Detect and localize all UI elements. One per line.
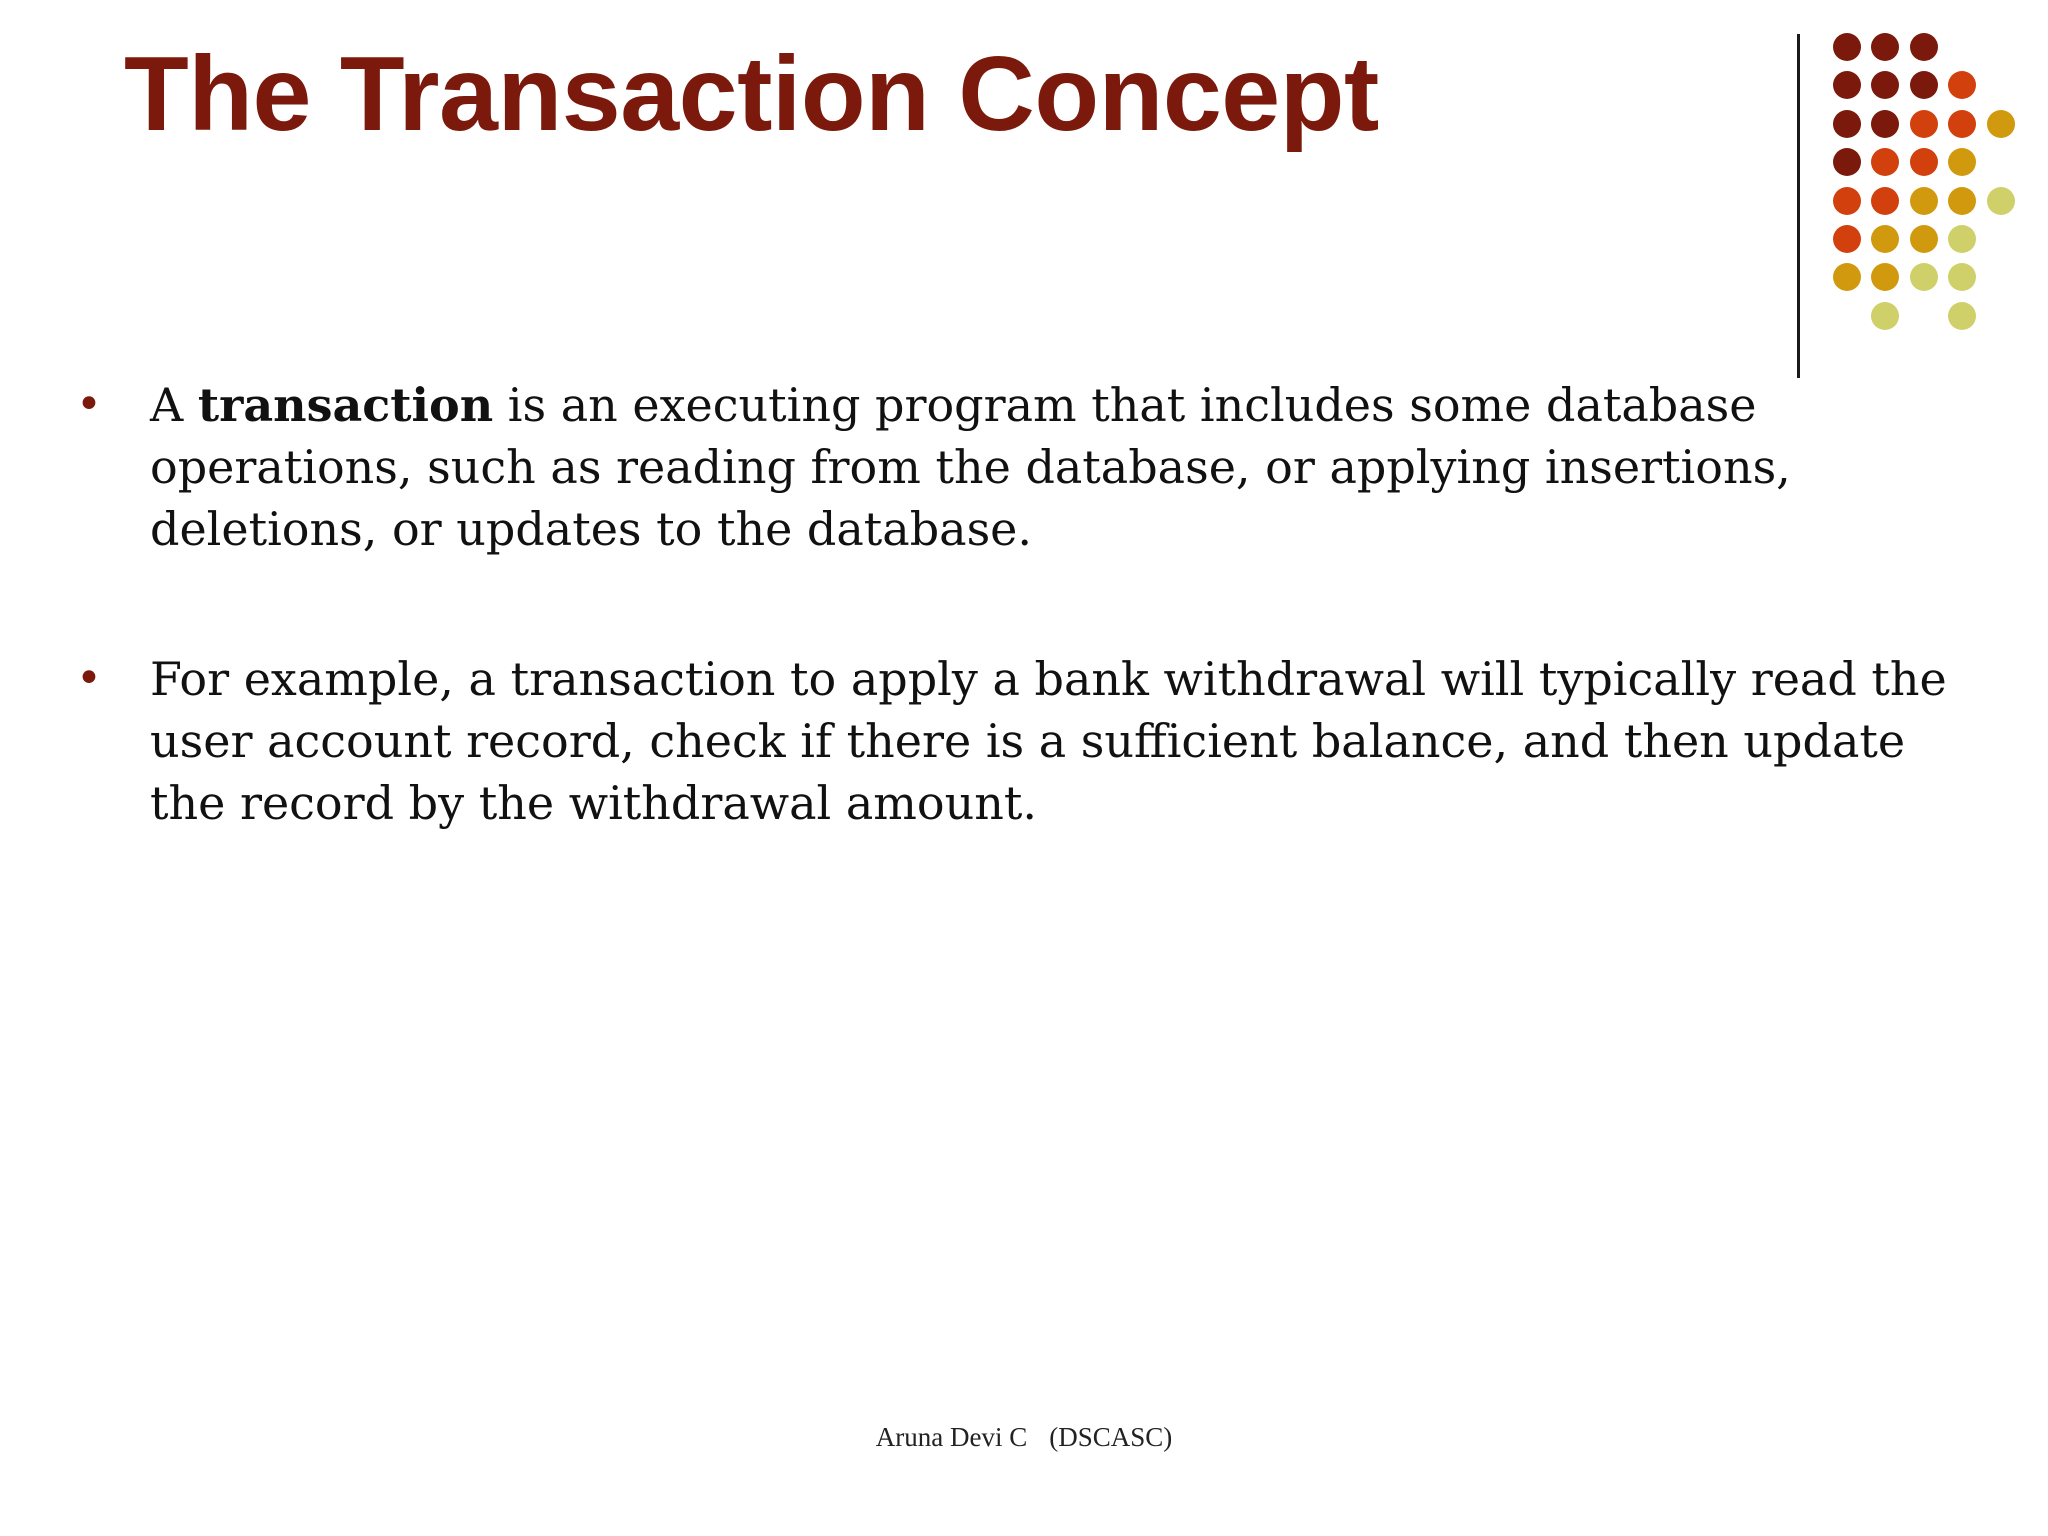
decorative-dot — [1948, 71, 1976, 99]
title-divider-line — [1797, 34, 1800, 378]
decorative-dot — [1833, 187, 1861, 215]
decorative-dot — [1948, 225, 1976, 253]
bullet-item-transaction-definition — [76, 374, 1980, 560]
decorative-dot — [1833, 225, 1861, 253]
decorative-dot — [1910, 187, 1938, 215]
decorative-dot — [1871, 187, 1899, 215]
decorative-dot — [1871, 263, 1899, 291]
decorative-dot — [1871, 302, 1899, 330]
decorative-dot — [1910, 71, 1938, 99]
decorative-dot — [1910, 110, 1938, 138]
decorative-dot — [1910, 148, 1938, 176]
bullet-item-withdrawal-example — [76, 648, 1980, 834]
decorative-dot — [1948, 302, 1976, 330]
footer-institution: (DSCASC) — [1049, 1422, 1173, 1452]
bullet-1-rest: is an executing program that includes some database operations, such as reading from the database, or applying insertions, deletions, or updates to the database. — [150, 378, 1791, 556]
decorative-dot — [1948, 263, 1976, 291]
decorative-dot — [1871, 33, 1899, 61]
bullet-1-bold-term: transaction — [197, 378, 494, 432]
bullet-1-prefix: A — [150, 378, 198, 432]
decorative-dot — [1833, 148, 1861, 176]
bullet-icon: • — [76, 653, 102, 704]
bullet-icon: • — [76, 379, 102, 430]
decorative-dot — [1871, 71, 1899, 99]
decorative-dot — [1948, 148, 1976, 176]
decorative-dot — [1948, 110, 1976, 138]
bullet-2-text: For example, a transaction to apply a bank withdrawal will typically read the user account record, check if there is a sufficient balance, and then update the record by the withdrawal amount. — [150, 652, 1947, 830]
decorative-dot — [1871, 225, 1899, 253]
decorative-dot — [1987, 187, 2015, 215]
slide-footer — [0, 1422, 2048, 1453]
decorative-dot — [1871, 110, 1899, 138]
decorative-dot — [1910, 225, 1938, 253]
decorative-dot — [1910, 33, 1938, 61]
decorative-dot — [1871, 148, 1899, 176]
footer-author: Aruna Devi C — [875, 1422, 1028, 1452]
decorative-dot — [1948, 187, 1976, 215]
slide-title: The Transaction Concept — [124, 35, 1379, 153]
decorative-dot — [1987, 110, 2015, 138]
decorative-dot — [1833, 263, 1861, 291]
decorative-dot — [1833, 110, 1861, 138]
decorative-dot — [1833, 71, 1861, 99]
decorative-dot — [1833, 33, 1861, 61]
decorative-dot — [1910, 263, 1938, 291]
